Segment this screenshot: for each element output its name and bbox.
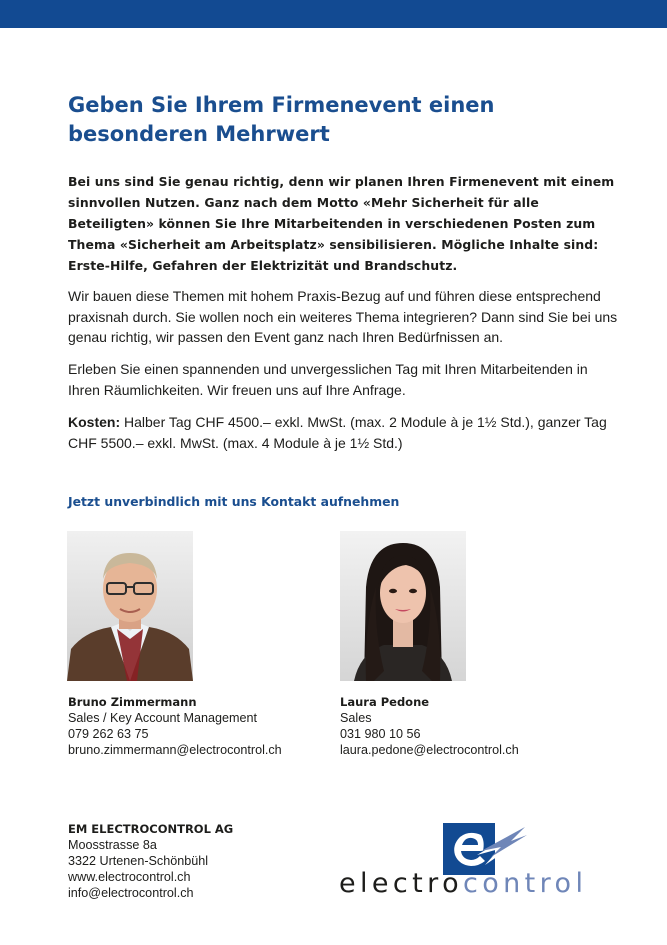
contact-role: Sales [340,711,372,725]
company-name: EM ELECTROCONTROL AG [68,822,234,836]
wordmark-electro: electro [339,868,463,899]
costs-label: Kosten: [68,414,121,430]
body-paragraph-practice: Wir bauen diese Themen mit hohem Praxis-Bezug auf und führen diese entsprechend praxisnah durch. Sie wollen noch ein weiteres Thema integrieren? Dann sind Sie bei uns genau richtig, wir passen den Event ganz nach Ihren Bedürfnissen an. [68,288,618,346]
contact-phone[interactable]: 031 980 10 56 [340,727,421,741]
costs-paragraph [68,412,620,453]
costs-text: Halber Tag CHF 4500.– exkl. MwSt. (max. 2 Module à je 1½ Std.), ganzer Tag CHF 5500.– exkl. MwSt. (max. 4 Module à je 1½ Std.) [68,414,607,451]
contact-name: Bruno Zimmermann [68,695,197,709]
contact-card-bruno [68,694,328,758]
portrait-laura-pedone [340,531,466,681]
contact-email[interactable]: laura.pedone@electrocontrol.ch [340,743,519,757]
intro-paragraph: Bei uns sind Sie genau richtig, denn wir planen Ihren Firmenevent mit einem sinnvollen Nutzen. Ganz nach dem Motto «Mehr Sicherheit für alle Beteiligten» können Sie Ihre Mitarbeitenden in verschiedenen Posten zum Thema «Sicherheit am Arbeitsplatz» sensibilisieren. Mögliche Inhalte sind: Erste-Hilfe, Gefahren der Elektrizität und Brandschutz. [68,174,615,273]
contact-email[interactable]: bruno.zimmermann@electrocontrol.ch [68,743,282,757]
company-email[interactable]: info@electrocontrol.ch [68,886,194,900]
electrocontrol-wordmark [339,866,587,902]
contact-role: Sales / Key Account Management [68,711,258,725]
company-website[interactable]: www.electrocontrol.ch [68,870,191,884]
contact-name: Laura Pedone [340,695,430,709]
wordmark-control: control [462,868,588,899]
contact-card-laura [340,694,600,758]
company-city: 3322 Urtenen-Schönbühl [68,854,209,868]
top-color-bar [0,0,667,28]
contact-cta-heading: Jetzt unverbindlich mit uns Kontakt aufnehmen [68,494,400,509]
company-address-block [68,821,233,901]
company-street: Moosstrasse 8a [68,838,157,852]
body-paragraph-experience: Erleben Sie einen spannenden und unvergesslichen Tag mit Ihren Mitarbeitenden in Ihren Räumlichkeiten. Wir freuen uns auf Ihre Anfrage. [68,361,588,398]
portrait-bruno-zimmermann [67,531,193,681]
page-title: Geben Sie Ihrem Firmenevent einen besonderen Mehrwert [68,93,495,146]
contact-phone[interactable]: 079 262 63 75 [68,727,149,741]
